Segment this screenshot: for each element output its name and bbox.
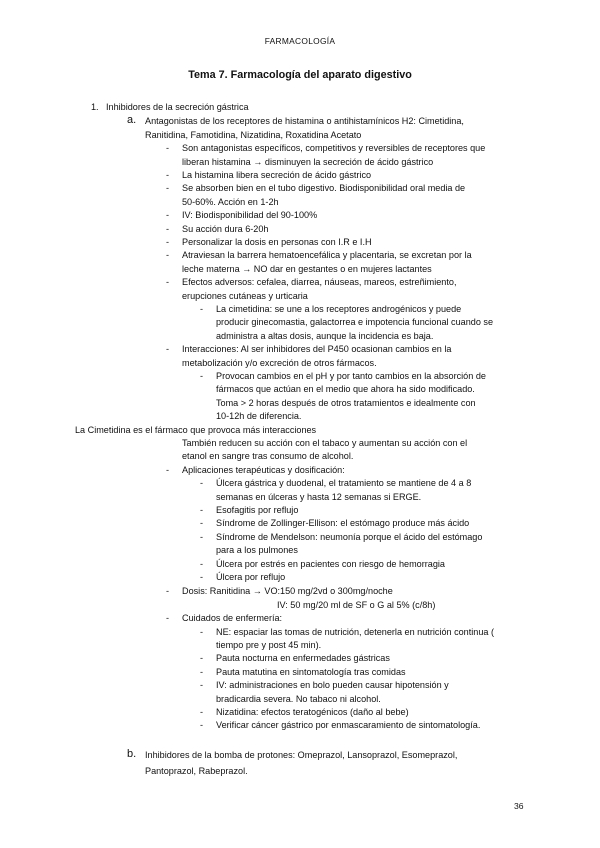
list-item-text: También reducen su acción con el tabaco y aumentan su acción con el [182, 438, 468, 448]
sub-item-text: Úlcera gástrica y duodenal, el tratamiento se mantiene de 4 a 8 [216, 478, 472, 489]
subsection-marker-b: b. [127, 747, 137, 760]
sub-item-text: Esofagitis por reflujo [216, 505, 299, 515]
sub-item-text: administra a altas dosis, aunque la incidencia es baja. [216, 330, 434, 341]
sub-item-text: Úlcera por estrés en pacientes con riesgo de hemorragia [216, 558, 445, 569]
sub-item-text: Toma > 2 horas después de otros tratamientos e idealmente con [216, 397, 476, 408]
bullet-marker: - [166, 613, 170, 624]
page-title: Tema 7. Farmacología del aparato digestivo [188, 69, 412, 81]
sub-item-text: Síndrome de Mendelson: neumonía porque el ácido del estómago [216, 531, 483, 542]
bullet-marker: - [200, 518, 204, 529]
subsection-a-text: Ranitidina, Famotidina, Nizatidina, Roxatidina Acetato [145, 129, 362, 140]
list-item-text: IV: Biodisponibilidad del 90-100% [182, 210, 318, 221]
bullet-marker: - [166, 237, 170, 247]
list-item-text: liberan histamina → disminuyen la secreción de ácido gástrico [182, 156, 434, 167]
sub-item-text: para a los pulmones [216, 545, 298, 556]
list-item-text: Atraviesan la barrera hematoencefálica y placentaria, se excretan por la [182, 250, 472, 261]
sub-item-text: Nizatidina: efectos teratogénicos (daño al bebe) [216, 707, 409, 717]
bullet-marker: - [166, 183, 170, 194]
dosis-text: IV: 50 mg/20 ml de SF o G al 5% (c/8h) [277, 599, 436, 610]
bullet-marker: - [200, 720, 204, 731]
sub-item-text: Pauta nocturna en enfermedades gástricas [216, 653, 390, 664]
bullet-marker: - [166, 170, 170, 180]
bullet-marker: - [200, 558, 204, 569]
page-number: 36 [514, 801, 524, 811]
sub-item-text: 10-12h de diferencia. [216, 411, 302, 422]
sub-item-text: fármacos que actúan en el medio que ahora ha sido modificado. [216, 384, 475, 395]
bullet-marker: - [200, 707, 204, 717]
list-item-text: etanol en sangre tras consumo de alcohol. [182, 451, 354, 462]
list-item-text: Su acción dura 6-20h [182, 223, 269, 234]
subsection-marker-a: a. [127, 114, 137, 127]
list-item-text: Son antagonistas específicos, competitivos y reversibles de receptores que [182, 143, 486, 154]
bullet-marker: - [200, 531, 204, 542]
list-item-text: Efectos adversos: cefalea, diarrea, náuseas, mareos, estreñimiento, [182, 277, 457, 288]
sub-item-text: IV: administraciones en bolo pueden causar hipotensión y [216, 680, 449, 691]
list-item-text: Interacciones: Al ser inhibidores del P450 ocasionan cambios en la [182, 344, 452, 355]
sub-item-text: NE: espaciar las tomas de nutrición, detenerla en nutrición continua ( [216, 626, 495, 637]
sub-item-text: Úlcera por reflujo [216, 572, 286, 582]
bullet-marker: - [200, 572, 204, 582]
list-item-text: Personalizar la dosis en personas con I.R e I.H [182, 237, 372, 247]
list-item-text: erupciones cutáneas y urticaria [182, 290, 308, 301]
section-heading: Inhibidores de la secreción gástrica [106, 102, 249, 112]
list-item-text: Aplicaciones terapéuticas y dosificación: [182, 464, 345, 475]
bullet-marker: - [200, 666, 204, 677]
sub-item-text: tiempo pre y post 45 min). [216, 640, 322, 650]
section-number: 1. [91, 102, 99, 112]
subsection-b-text: Pantoprazol, Rabeprazol. [145, 766, 248, 777]
page-header: FARMACOLOGÍA [264, 36, 336, 46]
sub-item-text: bradicardia severa. No tabaco ni alcohol. [216, 693, 381, 704]
bullet-marker: - [166, 210, 170, 221]
sub-item-text: Pauta matutina en sintomatología tras comidas [216, 666, 406, 677]
bullet-marker: - [200, 653, 204, 664]
subsection-b-text: Inhibidores de la bomba de protones: Omeprazol, Lansoprazol, Esomeprazol, [145, 749, 458, 760]
list-item-text: metabolización y/o excreción de otros fármacos. [182, 357, 377, 368]
list-item-text: La histamina libera secreción de ácido gástrico [182, 170, 372, 180]
sub-item-text: La cimetidina: se une a los receptores androgénicos y puede [216, 304, 462, 314]
list-item-text: leche materna → NO dar en gestantes o en mujeres lactantes [182, 263, 432, 274]
bullet-marker: - [166, 250, 170, 261]
bullet-marker: - [200, 680, 204, 691]
list-item-text: Se absorben bien en el tubo digestivo. Biodisponibilidad oral media de [182, 183, 466, 194]
sub-item-text: Verificar cáncer gástrico por enmascaramiento de sintomatología. [216, 720, 481, 731]
bullet-marker: - [166, 464, 170, 475]
bullet-marker: - [200, 371, 204, 381]
bullet-marker: - [200, 304, 204, 314]
bullet-marker: - [166, 277, 170, 288]
dosis-text: Dosis: Ranitidina → VO:150 mg/2vd o 300mg/noche [182, 586, 393, 597]
list-item-text: 50-60%. Acción en 1-2h [182, 196, 279, 207]
sub-item-text: Síndrome de Zollinger-Ellison: el estómago produce más ácido [216, 518, 470, 529]
sub-item-text: producir ginecomastia, galactorrea e impotencia funcional cuando se [216, 317, 494, 328]
bullet-marker: - [200, 478, 204, 489]
sub-item-text: semanas en úlceras y hasta 12 semanas si ERGE. [216, 491, 422, 502]
list-item-text: Cuidados de enfermería: [182, 613, 283, 624]
bullet-marker: - [166, 344, 170, 355]
sub-item-text: Provocan cambios en el pH y por tanto cambios en la absorción de [216, 371, 486, 381]
bullet-marker: - [166, 586, 170, 597]
cimetidina-note: La Cimetidina es el fármaco que provoca más interacciones [75, 424, 317, 435]
bullet-marker: - [200, 505, 204, 515]
subsection-a-text: Antagonistas de los receptores de histamina o antihistamínicos H2: Cimetidina, [145, 116, 464, 127]
bullet-marker: - [166, 143, 170, 154]
bullet-marker: - [166, 223, 170, 234]
bullet-marker: - [200, 626, 204, 637]
